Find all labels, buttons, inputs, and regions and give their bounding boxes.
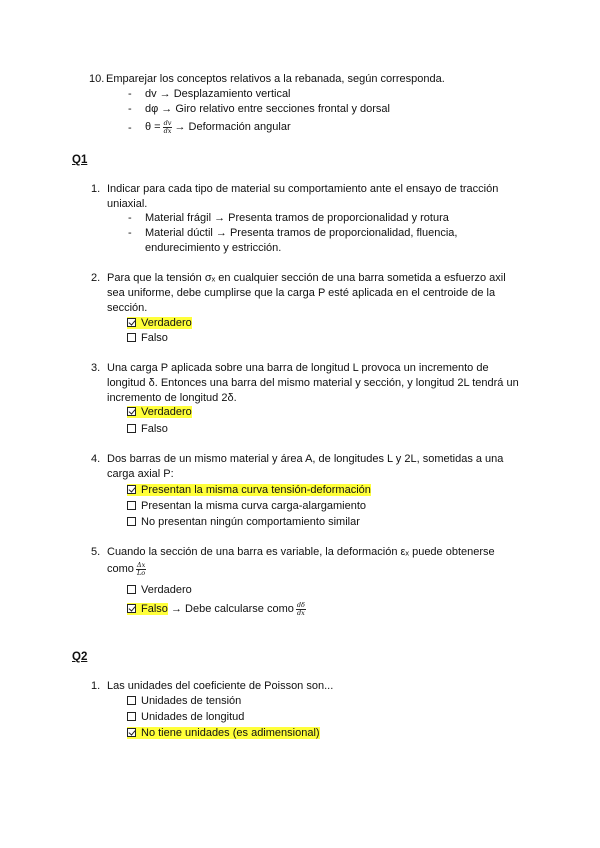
q2-1-option-length-units[interactable]	[127, 710, 244, 725]
q1-4-option-none-similar[interactable]	[127, 515, 360, 530]
fraction-numerator: dδ	[296, 600, 305, 609]
q10-item-dv: dv → Desplazamiento vertical	[145, 88, 291, 100]
checkbox-checked-icon[interactable]	[127, 728, 136, 737]
q1-3-number: 3.	[91, 362, 101, 374]
q1-4-text-line1: Dos barras de un mismo material y área A, de longitudes L y 2L, sometidas a una	[107, 453, 504, 465]
q1-2-text-line1: Para que la tensión σₓ en cualquier sección de una barra sometida a esfuerzo axil	[107, 272, 506, 284]
line-prefix: como	[107, 563, 134, 575]
q1-3-option-verdadero[interactable]	[127, 405, 192, 420]
fraction-dv-dx	[163, 120, 173, 135]
question-10-text: Emparejar los conceptos relativos a la rebanada, según corresponda.	[106, 73, 445, 85]
fraction-dx-lo	[136, 562, 146, 577]
q1-1-text-line1: Indicar para cada tipo de material su comportamiento ante el ensayo de tracción	[107, 183, 499, 195]
checkbox-checked-icon[interactable]	[127, 407, 136, 416]
checkbox-checked-icon[interactable]	[127, 318, 136, 327]
q10-item-dphi: dφ → Giro relativo entre secciones frontal y dorsal	[145, 103, 390, 115]
option-label: Falso	[141, 332, 168, 344]
fraction-ddelta-dx	[296, 602, 306, 617]
q1-2-option-verdadero[interactable]	[127, 316, 192, 331]
q1-5-option-verdadero[interactable]	[127, 583, 192, 598]
q1-4-option-same-stress-strain[interactable]	[127, 483, 371, 498]
theta-suffix: → Deformación angular	[174, 121, 291, 133]
q10-item-theta	[145, 117, 291, 137]
q2-1-text: Las unidades del coeficiente de Poisson son...	[107, 680, 334, 692]
option-label: No tiene unidades (es adimensional)	[141, 727, 320, 739]
q2-1-option-dimensionless[interactable]	[127, 726, 320, 741]
q1-5-text-line2	[107, 560, 148, 578]
fraction-denominator: Lo	[136, 568, 146, 577]
option-label: Presentan la misma curva tensión-deformación	[141, 484, 371, 496]
q1-4-option-same-load-elongation[interactable]	[127, 499, 366, 514]
checkbox-checked-icon[interactable]	[127, 485, 136, 494]
q1-2-number: 2.	[91, 272, 101, 284]
fraction-denominator: dx	[163, 126, 172, 135]
list-dash: -	[128, 103, 132, 115]
option-explanation: → Debe calcularse como	[170, 603, 294, 615]
q1-4-number: 4.	[91, 453, 101, 465]
q1-3-text-line3: incremento de longitud 2δ.	[107, 392, 237, 404]
checkbox-checked-icon[interactable]	[127, 604, 136, 613]
q1-5-number: 5.	[91, 546, 101, 558]
option-label: Unidades de tensión	[141, 695, 242, 707]
checkbox-icon[interactable]	[127, 585, 136, 594]
q1-3-text-line1: Una carga P aplicada sobre una barra de longitud L provoca un incremento de	[107, 362, 489, 374]
checkbox-icon[interactable]	[127, 424, 136, 433]
checkbox-icon[interactable]	[127, 333, 136, 342]
checkbox-icon[interactable]	[127, 517, 136, 526]
fraction-numerator: Δx	[136, 560, 146, 569]
option-label: Verdadero	[141, 317, 192, 329]
option-label: Unidades de longitud	[141, 711, 245, 723]
q1-3-option-falso[interactable]	[127, 422, 168, 437]
list-dash: -	[128, 227, 132, 239]
checkbox-icon[interactable]	[127, 501, 136, 510]
q2-1-number: 1.	[91, 680, 101, 692]
question-10-number: 10.	[89, 73, 105, 85]
q1-2-option-falso[interactable]	[127, 331, 168, 346]
option-label: Verdadero	[141, 584, 192, 596]
q1-1-text-line2: uniaxial.	[107, 198, 148, 210]
theta-prefix: θ =	[145, 121, 161, 133]
q1-5-option-falso[interactable]	[127, 599, 308, 619]
fraction-numerator: dv	[163, 118, 172, 127]
q1-1-item-fragile: Material frágil → Presenta tramos de proporcionalidad y rotura	[145, 212, 449, 224]
q2-1-option-tension-units[interactable]	[127, 694, 241, 709]
section-heading-q2: Q2	[72, 651, 88, 663]
option-label: Falso	[141, 423, 168, 435]
option-label: Falso	[141, 603, 168, 615]
section-heading-q1: Q1	[72, 154, 88, 166]
checkbox-icon[interactable]	[127, 712, 136, 721]
q1-2-text-line2: sea uniforme, debe cumplirse que la carga P esté aplicada en el centroide de la	[107, 287, 496, 299]
q1-3-text-line2: longitud δ. Entonces una barra del mismo material y sección, y longitud 2L tendrá un	[107, 377, 519, 389]
q1-1-item-ductile-line2: endurecimiento y estricción.	[145, 242, 282, 254]
q1-2-text-line3: sección.	[107, 302, 148, 314]
option-label: Verdadero	[141, 406, 192, 418]
option-label: Presentan la misma curva carga-alargamiento	[141, 500, 366, 512]
option-label: No presentan ningún comportamiento similar	[141, 516, 360, 528]
list-dash: -	[128, 122, 132, 134]
q1-5-text-line1: Cuando la sección de una barra es variable, la deformación εₓ puede obtenerse	[107, 546, 495, 558]
q1-4-text-line2: carga axial P:	[107, 468, 174, 480]
list-dash: -	[128, 88, 132, 100]
q1-1-number: 1.	[91, 183, 101, 195]
q1-1-item-ductile-line1: Material dúctil → Presenta tramos de proporcionalidad, fluencia,	[145, 227, 458, 239]
list-dash: -	[128, 212, 132, 224]
checkbox-icon[interactable]	[127, 696, 136, 705]
fraction-denominator: dx	[296, 608, 305, 617]
